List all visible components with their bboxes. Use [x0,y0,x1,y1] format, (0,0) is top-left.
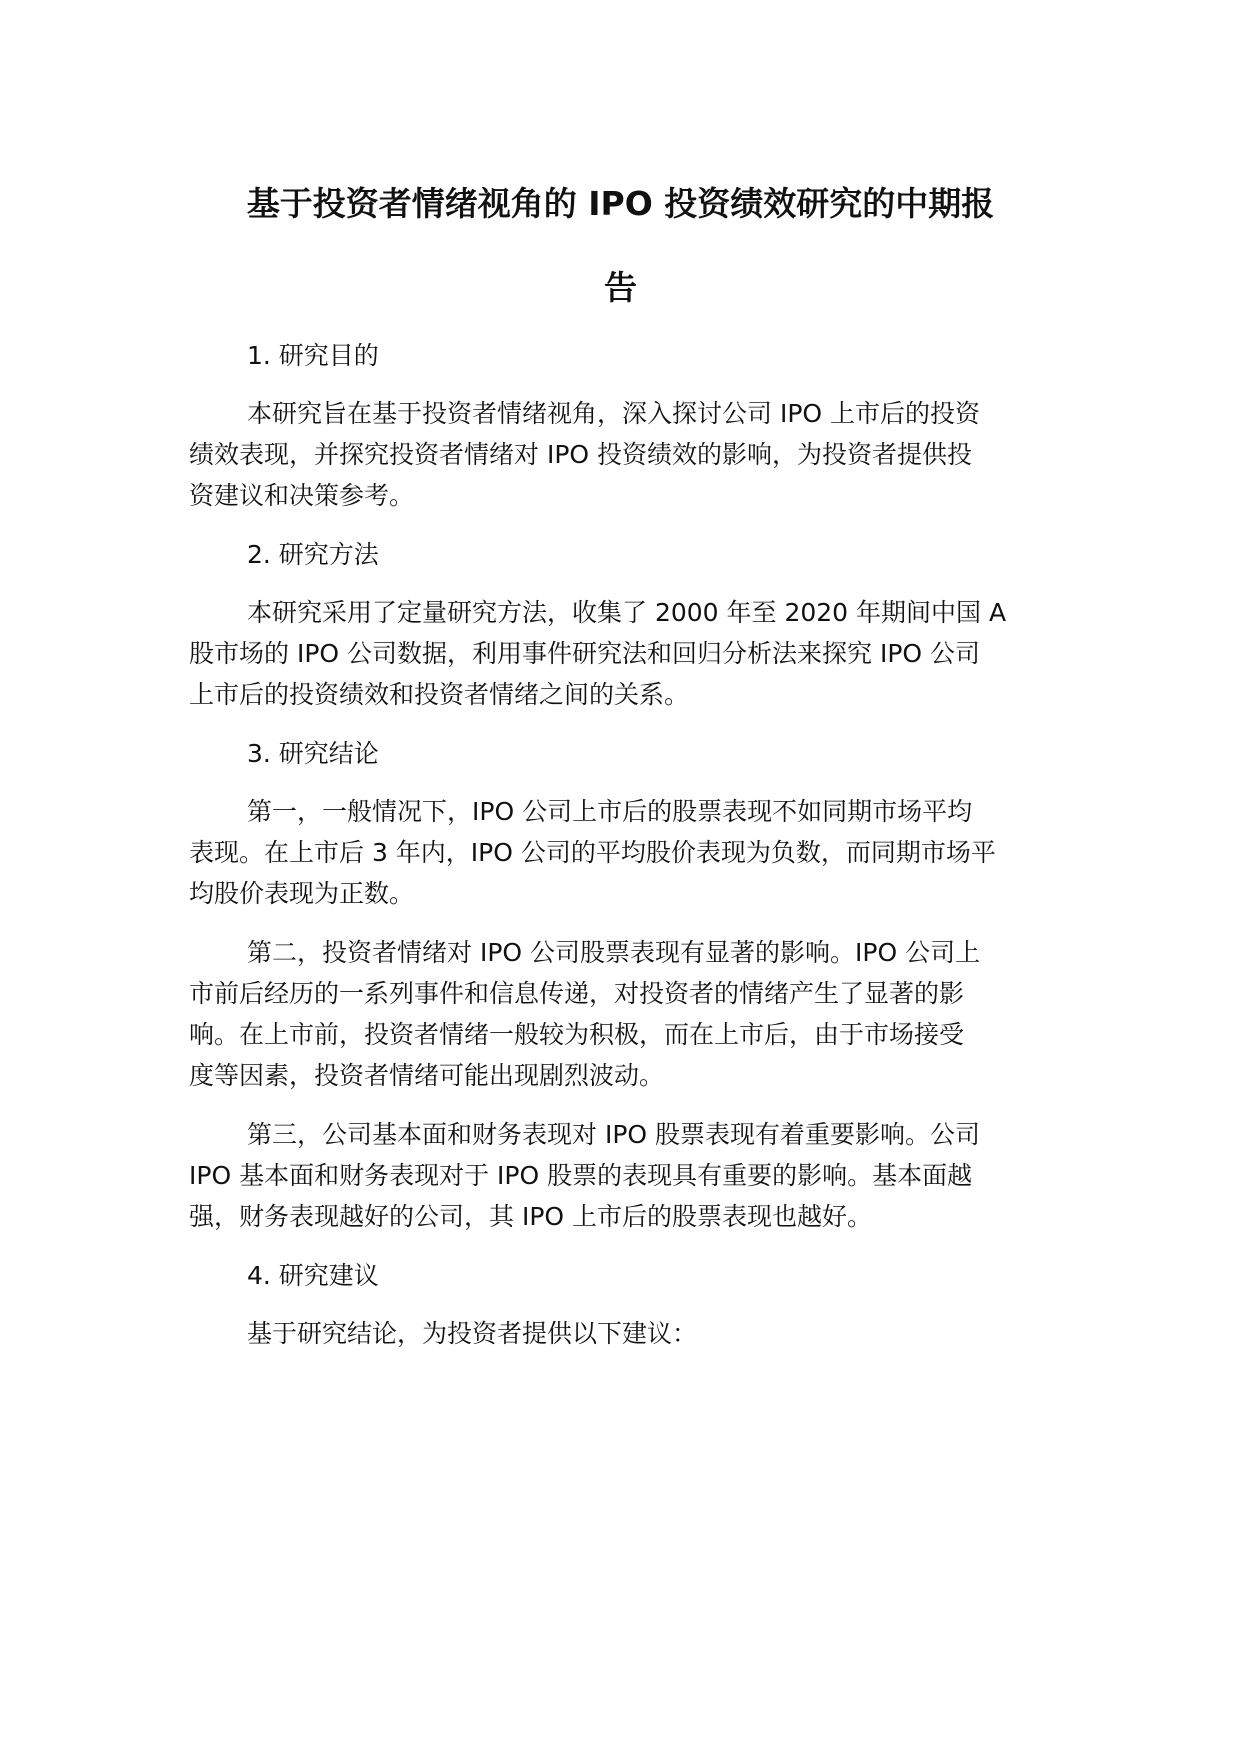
paragraph-line: 股市场的 IPO 公司数据，利用事件研究法和回归分析法来探究 IPO 公司 [189,639,981,668]
paragraph-line: 上市后的投资绩效和投资者情绪之间的关系。 [189,680,690,709]
paragraph-line: 均股价表现为正数。 [189,879,415,908]
paragraph-line: 度等因素，投资者情绪可能出现剧烈波动。 [189,1061,665,1090]
paragraph-line: 响。在上市前，投资者情绪一般较为积极，而在上市后，由于市场接受 [189,1020,965,1049]
section-heading-method: 2. 研究方法 [247,540,379,569]
document-title-line-1: 基于投资者情绪视角的 IPO 投资绩效研究的中期报 [246,184,995,223]
paragraph-line: IPO 基本面和财务表现对于 IPO 股票的表现具有重要的影响。基本面越 [189,1161,973,1190]
paragraph-line: 表现。在上市后 3 年内，IPO 公司的平均股价表现为负数，而同期市场平 [189,838,996,867]
paragraph-line: 资建议和决策参考。 [189,481,415,510]
paragraph-line: 绩效表现，并探究投资者情绪对 IPO 投资绩效的影响，为投资者提供投 [189,440,973,469]
paragraph-line: 第一，一般情况下，IPO 公司上市后的股票表现不如同期市场平均 [247,797,973,826]
paragraph-line: 强，财务表现越好的公司，其 IPO 上市后的股票表现也越好。 [189,1202,873,1231]
paragraph-line: 第二，投资者情绪对 IPO 公司股票表现有显著的影响。IPO 公司上 [247,938,981,967]
paragraph-line: 本研究采用了定量研究方法，收集了 2000 年至 2020 年期间中国 A [247,598,1007,627]
paragraph-line: 基于研究结论，为投资者提供以下建议： [247,1319,698,1348]
section-heading-conclusion: 3. 研究结论 [247,739,379,768]
paragraph-line: 市前后经历的一系列事件和信息传递，对投资者的情绪产生了显著的影 [189,979,965,1008]
section-heading-purpose: 1. 研究目的 [247,341,379,370]
document-title-line-2: 告 [604,268,637,307]
paragraph-line: 第三，公司基本面和财务表现对 IPO 股票表现有着重要影响。公司 [247,1120,981,1149]
section-heading-recommendations: 4. 研究建议 [247,1261,379,1290]
paragraph-line: 本研究旨在基于投资者情绪视角，深入探讨公司 IPO 上市后的投资 [247,399,981,428]
